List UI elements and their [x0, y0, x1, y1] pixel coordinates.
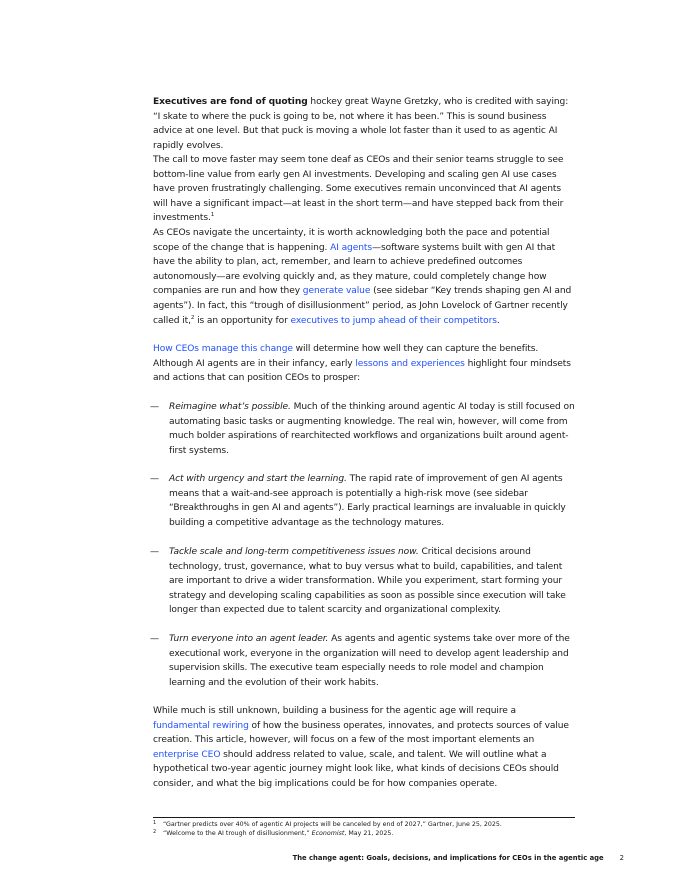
paragraph-text: of how the business operates, innovates, and protects sources of value creation. This article, however, will focus on a few of the most important elements an	[153, 720, 569, 746]
paragraph-text: (see sidebar “Key trends shaping gen AI and agents”). In fact, this “trough of disillusionment” period, as John Lovelock of Gartner recently called it,	[153, 286, 572, 326]
link-how-ceos-manage[interactable]: How CEOs manage this change	[153, 344, 293, 354]
bullet-dash: —	[150, 402, 159, 412]
footnote-ref[interactable]: 1	[210, 212, 215, 219]
paragraph-intro	[153, 95, 573, 153]
list-item	[150, 400, 575, 458]
bullet-text: The rapid rate of improvement of gen AI agents means that a wait-and-see approach is potentially a high-risk move (see sidebar “Breakthroughs in gen AI and agents”). Early practical learnings are invaluable in quickly building a competitive advantage as the technology matures.	[169, 474, 566, 528]
list-item	[150, 545, 575, 618]
page-number: 2	[619, 854, 624, 862]
paragraph-text: is an opportunity for	[194, 315, 291, 326]
link-ai-agents[interactable]: AI agents	[330, 242, 372, 253]
bullet-text: Much of the thinking around agentic AI today is still focused on automating basic tasks or augmenting knowledge. The real win, however, will come from much bolder aspirations of rearchitected workflows and organizations built around agent-first systems.	[169, 402, 575, 456]
bullet-title: Turn everyone into an agent leader.	[169, 634, 329, 644]
list-item	[150, 472, 575, 530]
footnote-text: “Welcome to the AI trough of disillusionment,”	[163, 830, 312, 837]
link-fundamental-rewiring[interactable]: fundamental rewiring	[153, 720, 249, 731]
link-generate-value[interactable]: generate value	[302, 286, 371, 297]
list-item	[150, 632, 575, 690]
bullet-dash: —	[150, 474, 159, 484]
paragraph-ceo-manage	[153, 342, 573, 386]
lead-in: Executives are fond of quoting	[153, 97, 308, 107]
bullet-text: As agents and agentic systems take over more of the executional work, everyone in the organization will need to develop agent leadership and supervision skills. The executive team especially needs to role model and champion learning and the evolution of their work habits.	[169, 634, 570, 688]
footnote-1	[153, 820, 583, 829]
footer-title: The change agent: Goals, decisions, and implications for CEOs in the agentic age	[292, 854, 604, 862]
paragraph-uncertainty	[153, 226, 573, 328]
footnote-number: 1	[153, 820, 157, 826]
paragraph-text: highlight four mindsets and actions that can position CEOs to prosper:	[153, 358, 571, 384]
bullet-dash: —	[150, 547, 159, 557]
paragraph-conclusion	[153, 704, 573, 792]
footnote-divider	[153, 817, 575, 818]
paragraph-text: The call to move faster may seem tone deaf as CEOs and their senior teams struggle to see bottom-line value from early gen AI investments. Developing and scaling gen AI use cases have proven frustratingly challenging. Some executives remain unconvinced that AI agents will have a significant impact—at least in the short term—and have stepped back from their investments.	[153, 155, 564, 224]
link-lessons-experiences[interactable]: lessons and experiences	[355, 358, 465, 369]
paragraph-call-to-move	[153, 153, 573, 226]
link-executives-jump-ahead[interactable]: executives to jump ahead of their competitors	[290, 315, 497, 326]
paragraph-text: While much is still unknown, building a business for the agentic age will require a	[153, 706, 517, 716]
footnotes	[153, 820, 583, 838]
paragraph-text: As CEOs navigate the uncertainty, it is worth acknowledging both the pace and potential scope of the change that is happening.	[153, 228, 550, 253]
bullet-dash: —	[150, 634, 159, 644]
footnote-source: Economist	[311, 830, 345, 837]
page-footer	[293, 854, 624, 863]
bullet-title: Act with urgency and start the learning.	[169, 474, 347, 484]
footnote-2	[153, 829, 583, 838]
bullet-title: Reimagine what’s possible.	[169, 402, 291, 412]
footnote-text: “Gartner predicts over 40% of agentic AI projects will be canceled by end of 2027,” Gartner, June 25, 2025.	[163, 821, 502, 828]
footnote-number: 2	[153, 829, 157, 835]
footnote-text: , May 21, 2025.	[344, 830, 394, 837]
paragraph-text: —software systems built with gen AI that have the ability to plan, act, remember, and learn to achieve predefined outcomes autonomously—are evolving quickly and, as they mature, could completely change how companies are run and how they	[153, 242, 556, 297]
paragraph-text: hockey great Wayne Gretzky, who is credited with saying: “I skate to where the puck is going to be, not where it has been.” This is sound business advice at one level. But that puck is moving a whole lot faster than it used to as agentic AI rapidly evolves.	[153, 97, 569, 151]
paragraph-text: will determine how well they can capture the benefits. Although AI agents are in their infancy, early	[153, 344, 539, 369]
paragraph-text: should address related to value, scale, and talent. We will outline what a hypothetical two-year agentic journey might look like, what kinds of decisions CEOs should consider, and what the big implications could be for how companies operate.	[153, 749, 559, 789]
bullet-title: Tackle scale and long-term competitiveness issues now.	[169, 547, 419, 557]
paragraph-text: .	[496, 315, 500, 326]
link-enterprise-ceo[interactable]: enterprise CEO	[153, 749, 221, 760]
bullet-text: Critical decisions around technology, trust, governance, what to buy versus what to build, capabilities, and talent are important to drive a wider transformation. While you experiment, start forming your strategy and developing scaling capabilities as soon as possible since execution will take longer than expected due to talent scarcity and organizational complexity.	[169, 547, 566, 616]
footnote-ref[interactable]: 2	[190, 314, 195, 321]
